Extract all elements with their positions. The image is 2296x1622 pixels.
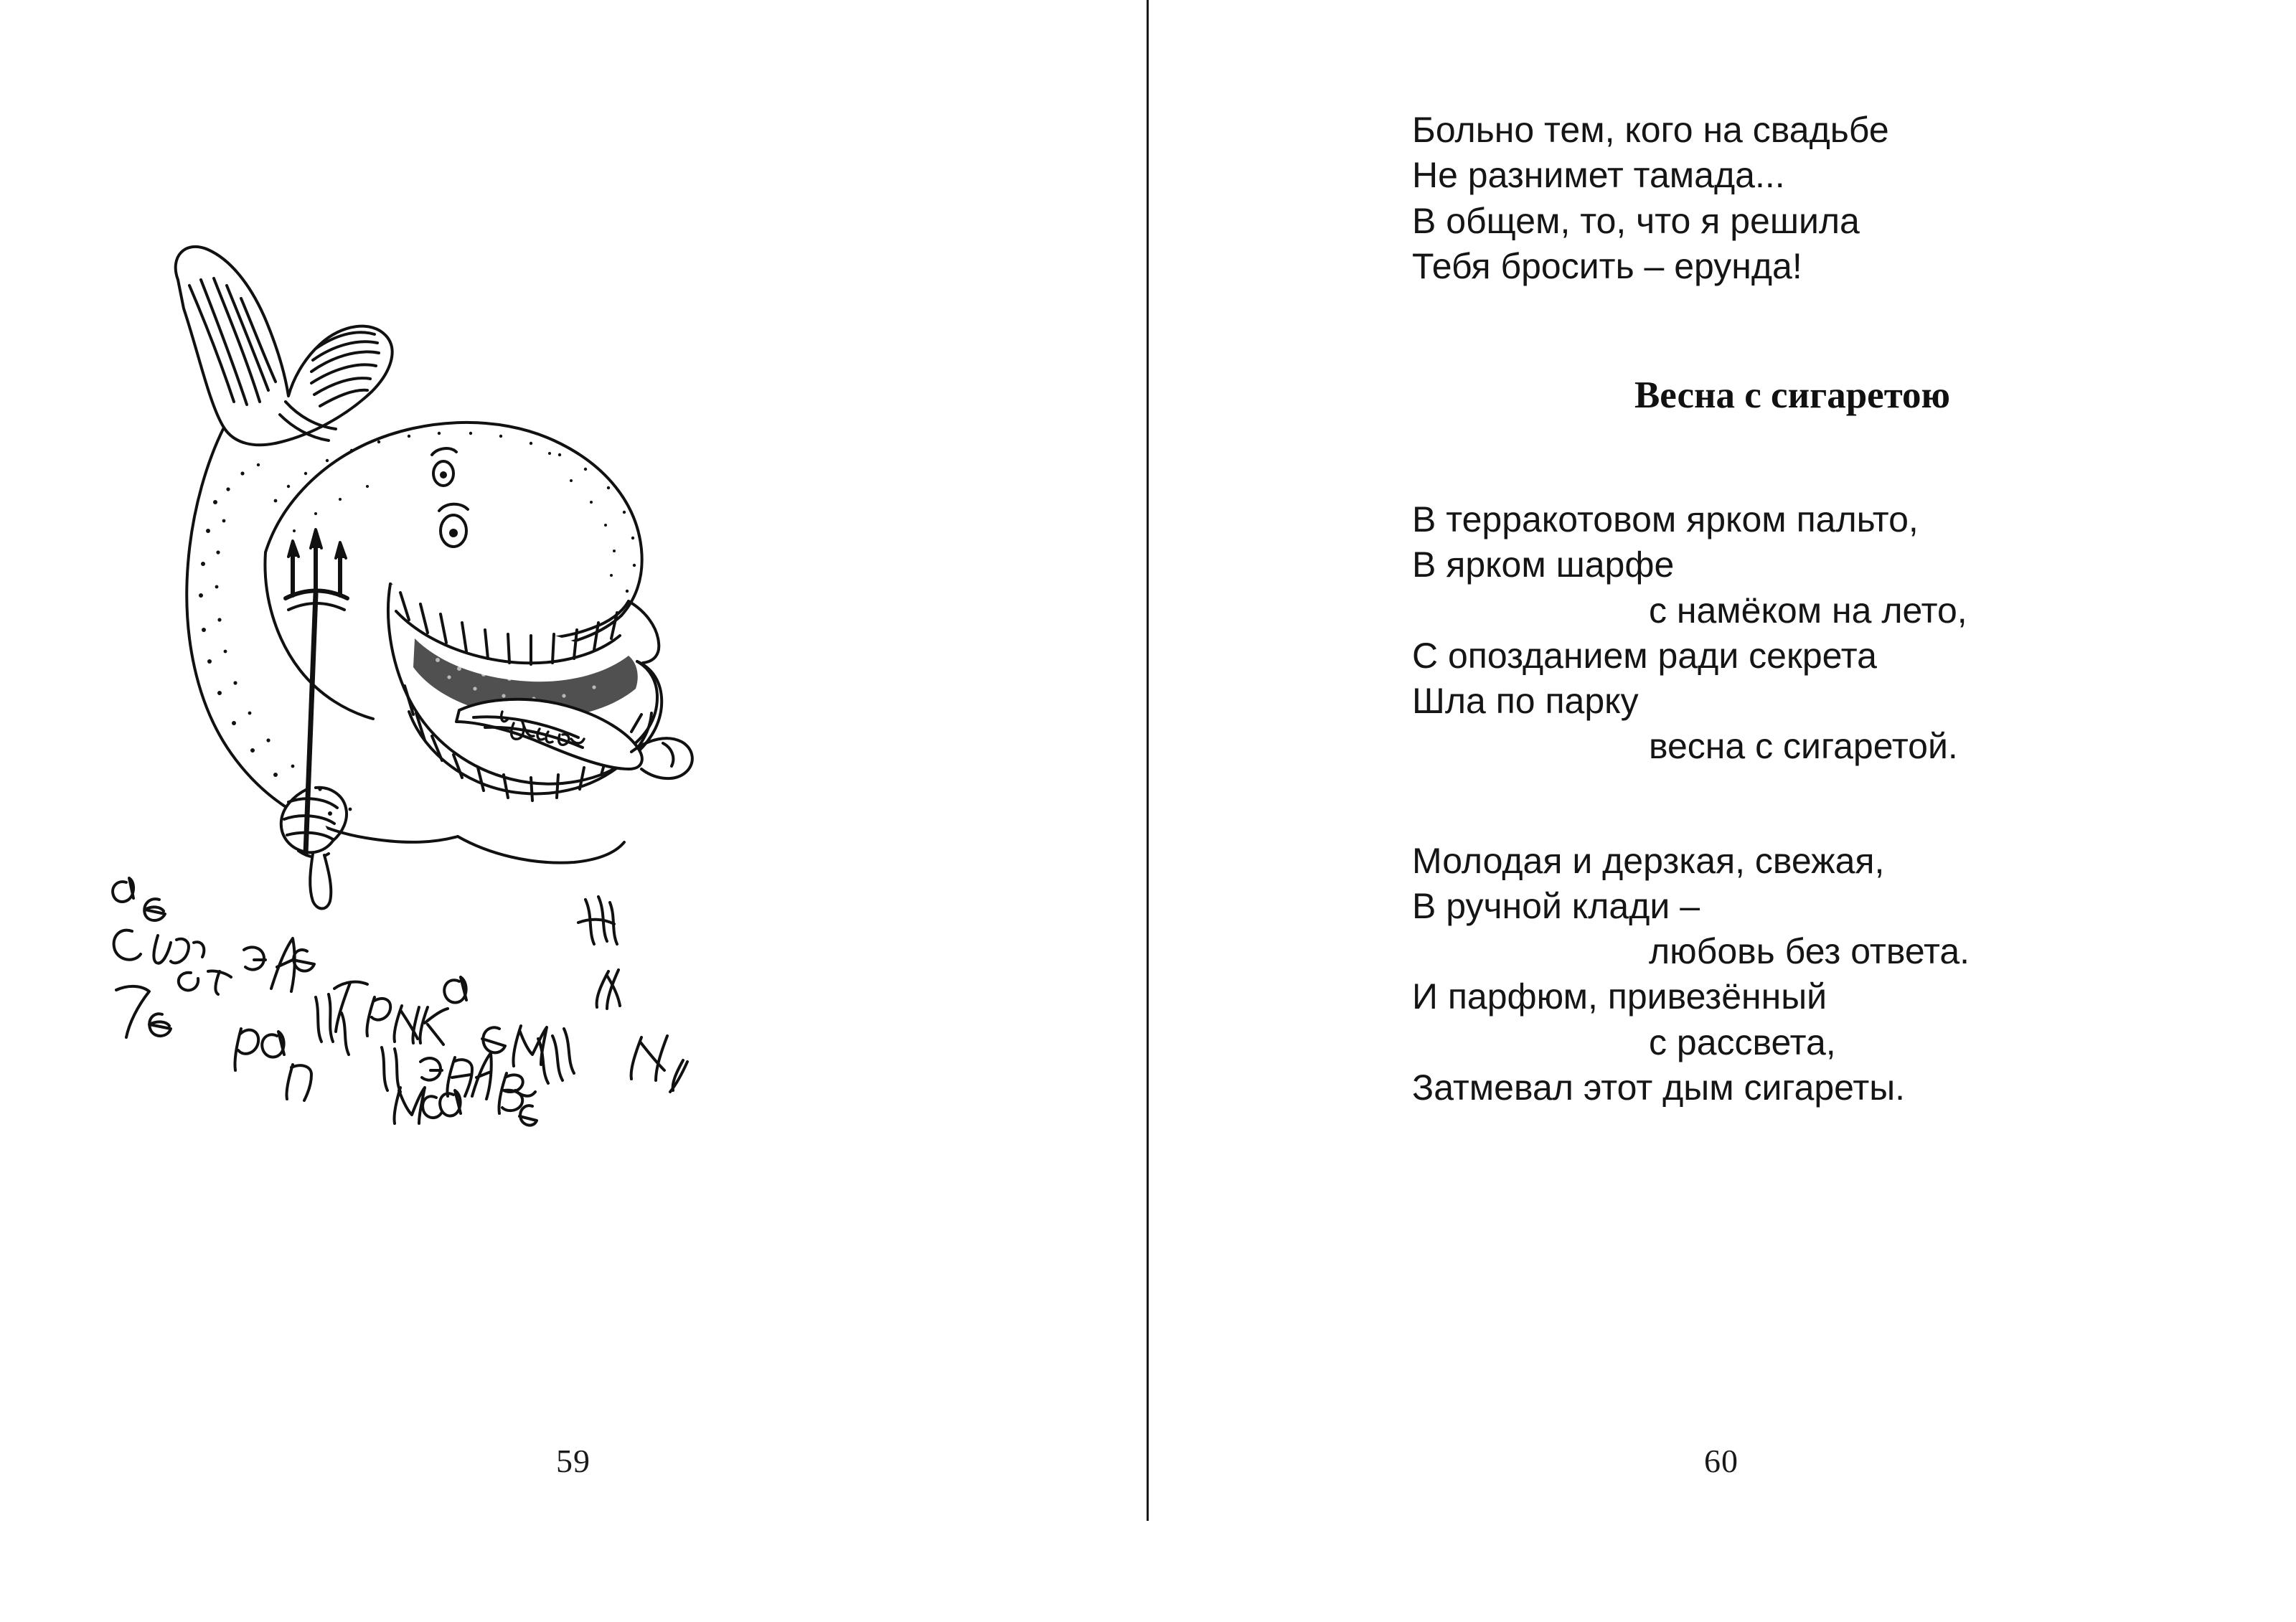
- poem-line: Больно тем, кого на свадьбе: [1412, 110, 1889, 150]
- page-number-right: 60: [1704, 1443, 1739, 1479]
- stanza-bolno-tem: [1412, 108, 2201, 289]
- poem-line: В ручной клади –: [1412, 885, 1700, 926]
- spacer: [1412, 417, 2201, 497]
- poem-line: любовь без ответа.: [1649, 931, 1970, 971]
- poem-line: весна с сигаретой.: [1649, 726, 1958, 767]
- spacer: [1412, 770, 2201, 839]
- left-page: [0, 0, 1147, 1622]
- spacer: [1412, 289, 2201, 374]
- poem-line: Затмевал этот дым сигареты.: [1412, 1067, 1906, 1108]
- poem-line: В терракотовом ярком пальто,: [1412, 499, 1919, 539]
- poem-line: Не разнимет тамада...: [1412, 155, 1785, 196]
- poem-text-column: [1412, 108, 2201, 1111]
- poem-line: Шла по парку: [1412, 681, 1639, 721]
- stanza-v-terrakotovom: [1412, 497, 2201, 770]
- poem-line: с намёком на лето,: [1649, 590, 1967, 631]
- poem-line: Молодая и дерзкая, свежая,: [1412, 840, 1885, 881]
- poem-line: В общем, то, что я решила: [1412, 200, 1860, 241]
- whale-with-trident-ink-drawing: [100, 165, 1055, 1291]
- right-page: [1147, 0, 2296, 1622]
- page-number-left: 59: [556, 1443, 591, 1479]
- poem-line: с рассвета,: [1649, 1022, 1836, 1062]
- poem-line: С опозданием ради секрета: [1412, 635, 1877, 676]
- stanza-molodaya: [1412, 839, 2201, 1111]
- poem-line: В ярком шарфе: [1412, 544, 1675, 585]
- poem-line: Тебя бросить – ерунда!: [1412, 245, 1802, 286]
- poem-line: И парфюм, привезённый: [1412, 976, 1827, 1017]
- poem-title: Весна с сигаретою: [1634, 374, 1951, 416]
